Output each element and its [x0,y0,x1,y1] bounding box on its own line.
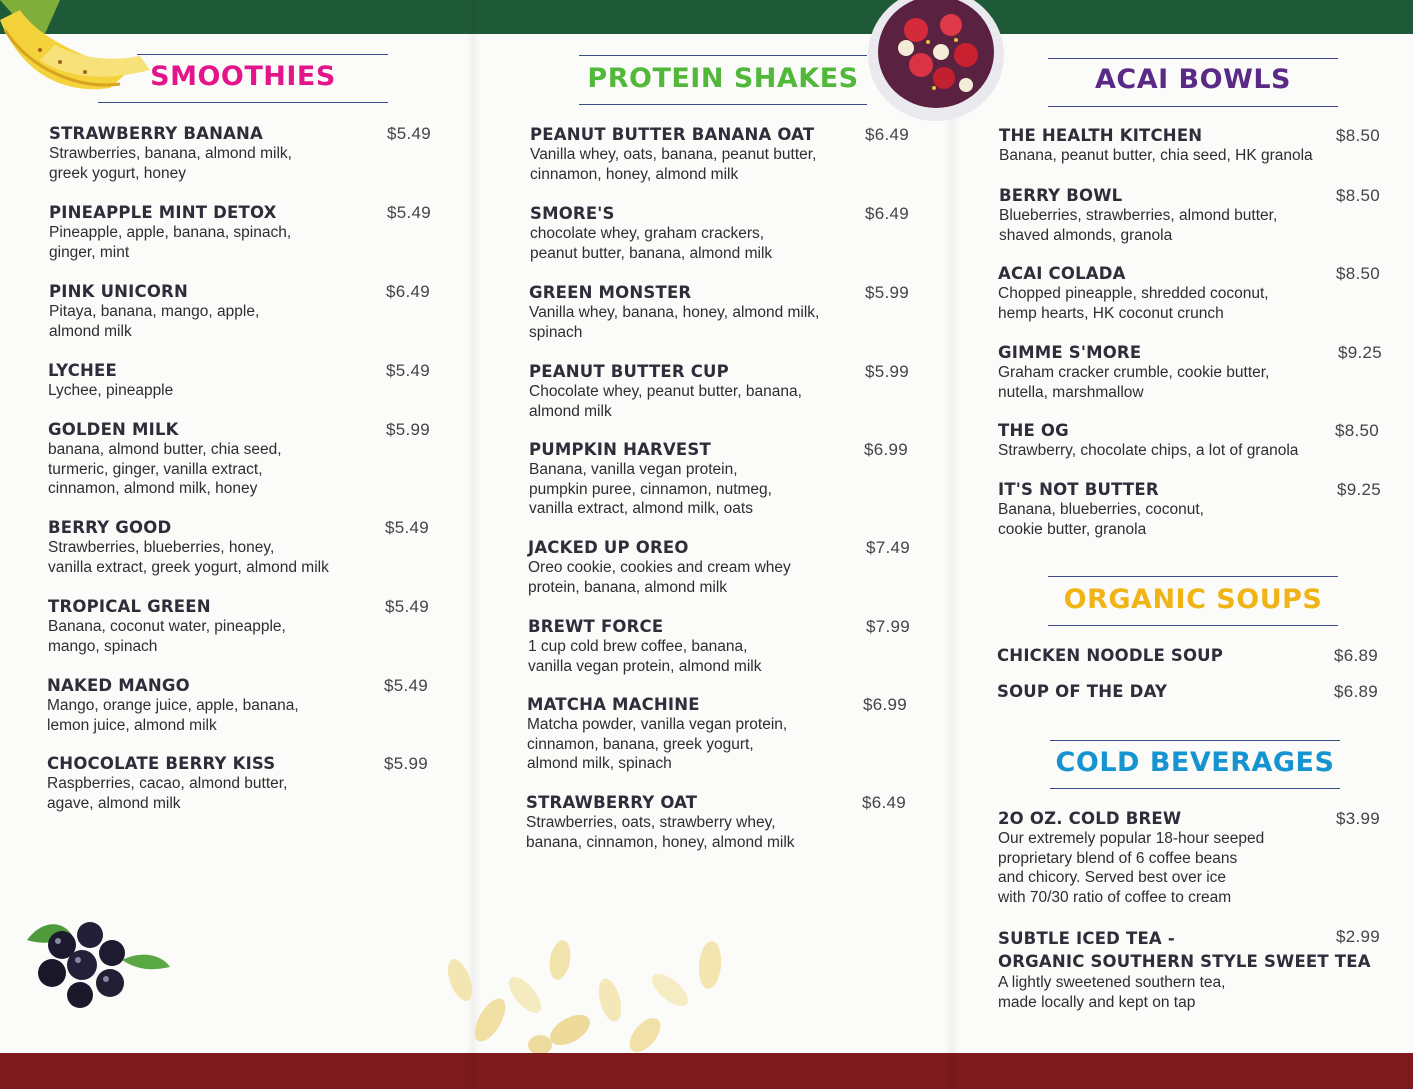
item-description: Banana, vanilla vegan protein, pumpkin puree, cinnamon, nutmeg, vanilla extract, almond milk, oats [529,461,772,517]
menu-item [998,927,1393,1012]
item-price: $6.89 [1334,646,1379,665]
item-name: CHICKEN NOODLE SOUP [997,646,1224,665]
item-name: JACKED UP OREO [528,538,689,557]
item-name: PINK UNICORN [49,282,188,301]
item-description: Banana, peanut butter, chia seed, HK granola [999,147,1313,164]
section-rule [1048,576,1338,577]
menu-item [530,204,920,263]
item-price: $9.25 [1338,343,1383,362]
item-price: $5.49 [386,361,431,380]
panel-fold [466,0,480,1089]
section-title: SMOOTHIES [150,61,336,92]
item-price: $8.50 [1336,126,1381,145]
menu-item [999,126,1394,166]
item-price: $6.49 [865,204,910,223]
item-name: GREEN MONSTER [529,283,692,302]
item-name: STRAWBERRY OAT [526,793,698,812]
item-description: Strawberries, oats, strawberry whey, banana, cinnamon, honey, almond milk [526,814,795,851]
menu-item [999,186,1394,245]
item-price: $7.49 [866,538,911,557]
item-name: PEANUT BUTTER CUP [529,362,729,381]
item-price: $5.49 [384,676,429,695]
section-rule [1050,788,1340,789]
item-description: Strawberry, chocolate chips, a lot of granola [998,442,1299,459]
item-description: Our extremely popular 18-hour seeped proprietary blend of 6 coffee beans and chicory. Served best over ice with 70/30 ratio of coffee to cream [998,830,1265,906]
section-rule [579,104,867,105]
item-price: $6.49 [865,125,910,144]
item-name: MATCHA MACHINE [527,695,700,714]
item-name: BREWT FORCE [528,617,664,636]
section-rule [579,55,867,56]
item-description: Strawberries, blueberries, honey, vanilla extract, greek yogurt, almond milk [48,539,329,576]
top-band [0,0,1413,34]
section-title: ACAI BOWLS [1094,64,1292,95]
item-name: IT'S NOT BUTTER [998,480,1159,499]
item-description: Matcha powder, vanilla vegan protein, cinnamon, banana, greek yogurt, almond milk, spinach [527,716,788,772]
item-description: Oreo cookie, cookies and cream whey protein, banana, almond milk [528,559,791,596]
menu-item [530,125,920,184]
item-name: 2O OZ. COLD BREW [998,809,1182,828]
item-description: Mango, orange juice, apple, banana, lemon juice, almond milk [47,697,299,734]
menu-item [47,754,437,813]
section-title: ORGANIC SOUPS [1063,584,1323,615]
item-description: banana, almond butter, chia seed, turmeric, ginger, vanilla extract, cinnamon, almond milk, honey [48,441,282,497]
item-name: BERRY GOOD [48,518,172,537]
menu-item [997,682,1392,702]
item-description: Vanilla whey, banana, honey, almond milk, spinach [529,304,820,341]
item-description: Pitaya, banana, mango, apple, almond milk [49,303,260,340]
menu-item [48,597,438,656]
item-price: $5.49 [385,597,430,616]
item-name: SOUP OF THE DAY [997,682,1168,701]
item-price: $2.99 [1336,927,1381,946]
item-name: SUBTLE ICED TEA - ORGANIC SOUTHERN STYLE SWEET TEA [998,929,1371,971]
item-name: GOLDEN MILK [48,420,179,439]
menu-item [49,203,439,262]
item-price: $6.89 [1334,682,1379,701]
item-description: Banana, blueberries, coconut, cookie butter, granola [998,501,1204,538]
item-price: $6.49 [386,282,431,301]
item-price: $5.99 [865,283,910,302]
item-name: PINEAPPLE MINT DETOX [49,203,277,222]
menu-item [997,646,1392,666]
item-price: $5.49 [387,203,432,222]
section-rule [1050,740,1340,741]
almonds-icon [430,940,730,1053]
item-price: $6.99 [864,440,909,459]
item-price: $5.99 [865,362,910,381]
item-description: Pineapple, apple, banana, spinach, ginger, mint [49,224,292,261]
item-description: Vanilla whey, oats, banana, peanut butter, cinnamon, honey, almond milk [530,146,817,183]
menu-item [998,343,1393,402]
menu-item [998,421,1393,461]
item-description: Banana, coconut water, pineapple, mango, spinach [48,618,286,655]
section-rule [1048,625,1338,626]
section-rule [1048,58,1338,59]
menu-item [998,480,1393,539]
item-price: $5.49 [387,124,432,143]
menu-item [529,440,919,519]
item-description: chocolate whey, graham crackers, peanut butter, banana, almond milk [530,225,773,262]
panel-fold [945,0,959,1089]
menu-item [48,518,438,577]
menu-item [998,264,1393,323]
item-description: Chopped pineapple, shredded coconut, hemp hearts, HK coconut crunch [998,285,1269,322]
section-rule [98,102,388,103]
bottom-band [0,1053,1413,1089]
item-name: ACAI COLADA [998,264,1126,283]
item-name: PUMPKIN HARVEST [529,440,711,459]
item-price: $5.99 [386,420,431,439]
section-title: COLD BEVERAGES [1055,747,1335,778]
menu-item [529,362,919,421]
section-title: PROTEIN SHAKES [587,63,859,94]
item-name: STRAWBERRY BANANA [49,124,264,143]
item-description: Blueberries, strawberries, almond butter, shaved almonds, granola [999,207,1278,244]
item-price: $8.50 [1336,186,1381,205]
item-description: A lightly sweetened southern tea, made locally and kept on tap [998,974,1226,1011]
item-description: Graham cracker crumble, cookie butter, nutella, marshmallow [998,364,1270,401]
item-name: THE HEALTH KITCHEN [999,126,1203,145]
item-price: $6.99 [863,695,908,714]
item-price: $7.99 [866,617,911,636]
item-price: $8.50 [1335,421,1380,440]
menu-item [526,793,916,852]
menu-item [527,695,917,774]
menu-item [47,676,437,735]
item-price: $3.99 [1336,809,1381,828]
acai-bowl-icon [866,0,1006,124]
item-description: Chocolate whey, peanut butter, banana, almond milk [529,383,802,420]
menu-item [529,283,919,342]
section-rule [1048,106,1338,107]
menu-item [49,282,439,341]
item-name: CHOCOLATE BERRY KISS [47,754,276,773]
item-name: SMORE'S [530,204,615,223]
item-price: $5.99 [384,754,429,773]
menu-item [528,617,918,676]
item-name: PEANUT BUTTER BANANA OAT [530,125,815,144]
item-price: $8.50 [1336,264,1381,283]
item-name: NAKED MANGO [47,676,190,695]
item-description: Lychee, pineapple [48,382,174,399]
item-description: Strawberries, banana, almond milk, greek yogurt, honey [49,145,292,182]
item-name: LYCHEE [48,361,117,380]
menu-item [528,538,918,597]
item-name: THE OG [998,421,1069,440]
item-description: Raspberries, cacao, almond butter, agave, almond milk [47,775,288,812]
menu-item [48,420,438,499]
item-name: TROPICAL GREEN [48,597,211,616]
section-rule [137,54,388,55]
item-name: BERRY BOWL [999,186,1123,205]
menu-item [49,124,439,183]
menu-item [48,361,438,401]
item-description: 1 cup cold brew coffee, banana, vanilla vegan protein, almond milk [528,638,762,675]
item-price: $9.25 [1337,480,1382,499]
item-price: $6.49 [862,793,907,812]
item-price: $5.49 [385,518,430,537]
acai-berries-icon [22,905,172,1015]
item-name: GIMME S'MORE [998,343,1142,362]
menu-item [998,809,1393,907]
